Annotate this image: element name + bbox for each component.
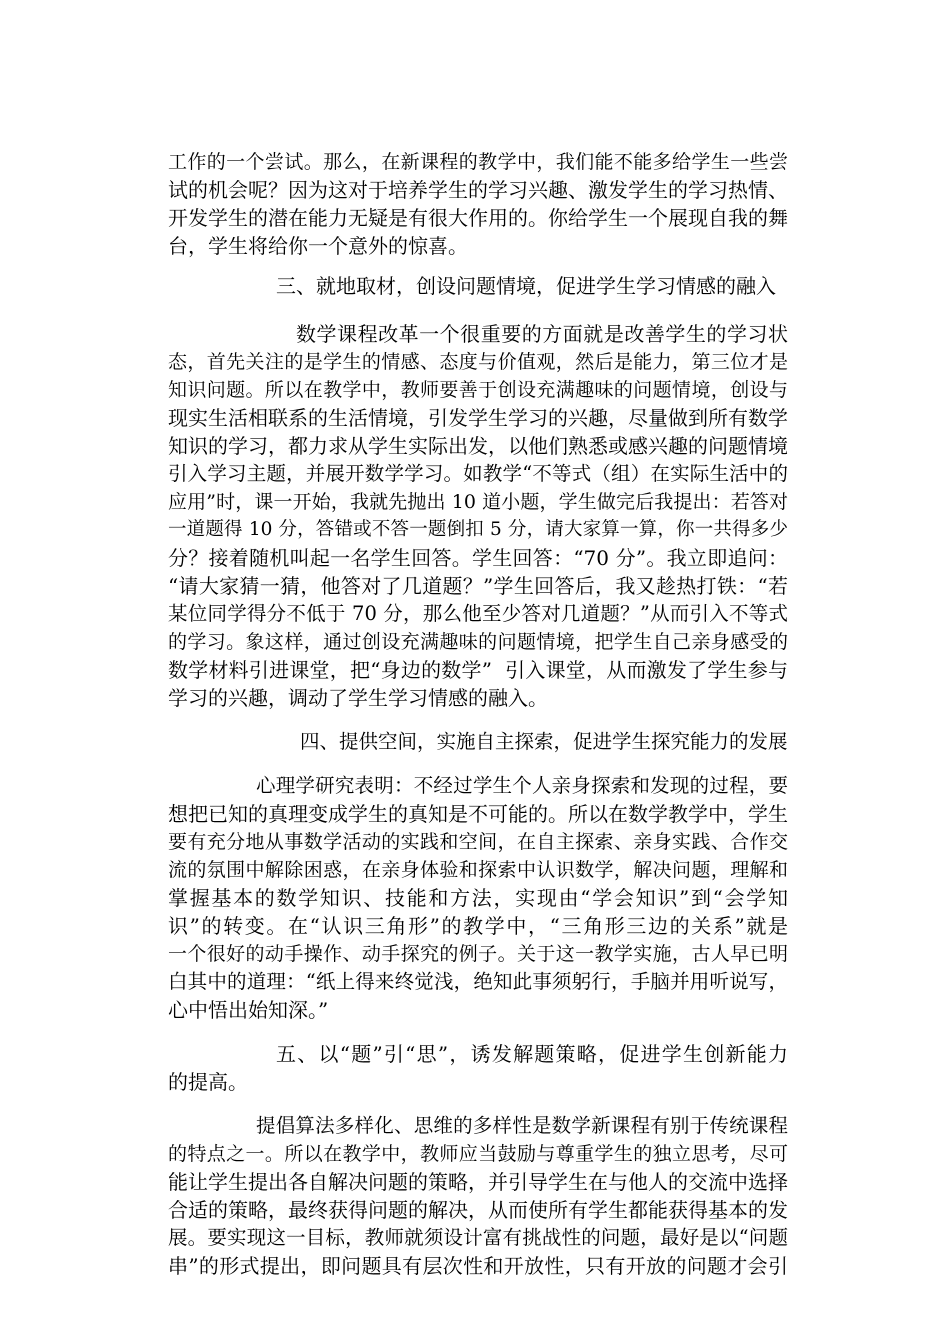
paragraph-line: 提倡算法多样化、思维的多样性是数学新课程有别于传统课程 bbox=[256, 1114, 788, 1137]
paragraph-line: 掌握基本的数学知识、技能和方法，实现由“学会知识”到“会学知 bbox=[168, 886, 788, 910]
paragraph-line: 某位同学得分不低于 70 分，那么他至少答对几道题？”从而引入不等式 bbox=[168, 602, 788, 625]
paragraph-line: 识”的转变。在“认识三角形”的教学中，“三角形三边的关系”就是 bbox=[168, 914, 788, 938]
paragraph-line: 数学材料引进课堂，把“身边的数学” 引入课堂，从而激发了学生参与 bbox=[168, 658, 788, 682]
paragraph-line: 知识问题。所以在教学中，教师要善于创设充满趣味的问题情境，创设与 bbox=[168, 379, 788, 401]
paragraph-line: 合适的策略，最终获得问题的解决，从而使所有学生都能获得基本的发 bbox=[168, 1198, 788, 1222]
paragraph-line: 应用”时，课一开始，我就先抛出 10 道小题，学生做完后我提出：若答对 bbox=[168, 491, 788, 513]
paragraph-line: 数学课程改革一个很重要的方面就是改善学生的学习状 bbox=[296, 322, 788, 346]
paragraph-line: 的学习。象这样，通过创设充满趣味的问题情境，把学生自己亲身感受的 bbox=[168, 631, 788, 653]
paragraph-line: 态，首先关注的是学生的情感、态度与价值观，然后是能力，第三位才是 bbox=[168, 351, 788, 373]
paragraph-line: 开发学生的潜在能力无疑是有很大作用的。你给学生一个展现自我的舞 bbox=[168, 206, 788, 230]
paragraph-line: 一个很好的动手操作、动手探究的例子。关于这一教学实施，古人早已明 bbox=[168, 943, 788, 965]
section-heading-4: 四、提供空间，实施自主探索，促进学生探究能力的发展 bbox=[300, 730, 788, 753]
paragraph-line: 的特点之一。所以在教学中，教师应当鼓励与尊重学生的独立思考，尽可 bbox=[168, 1143, 788, 1165]
paragraph-line: 知识的学习，都力求从学生实际出发，以他们熟悉或感兴趣的问题情境 bbox=[168, 434, 788, 458]
paragraph-line: “请大家猜一猜，他答对了几道题？”学生回答后，我又趁热打铁：“若 bbox=[168, 574, 788, 598]
section-heading-5-continued: 的提高。 bbox=[168, 1070, 248, 1094]
paragraph-line: 展。要实现这一目标，教师就须设计富有挑战性的问题，最好是以“问题 bbox=[168, 1226, 788, 1249]
paragraph-line: 现实生活相联系的生活情境，引发学生学习的兴趣，尽量做到所有数学 bbox=[168, 406, 788, 430]
paragraph-line: 引入学习主题，并展开数学学习。如教学“不等式（组）在实际生活中的 bbox=[168, 462, 788, 485]
paragraph-line: 想把已知的真理变成学生的真知是不可能的。所以在数学教学中，学生 bbox=[168, 802, 788, 826]
section-heading-3: 三、就地取材，创设问题情境，促进学生学习情感的融入 bbox=[276, 274, 776, 298]
paragraph-line: 学习的兴趣，调动了学生学习情感的融入。 bbox=[168, 686, 548, 710]
paragraph-line: 能让学生提出各自解决问题的策略，并引导学生在与他人的交流中选择 bbox=[168, 1170, 788, 1194]
paragraph-line: 心中悟出始知深。” bbox=[168, 998, 329, 1022]
paragraph-line: 白其中的道理：“纸上得来终觉浅，绝知此事须躬行，手脑并用听说写， bbox=[168, 970, 788, 993]
paragraph-line: 流的氛围中解除困惑，在亲身体验和探索中认识数学，解决问题，理解和 bbox=[168, 859, 788, 881]
paragraph-line: 要有充分地从事数学活动的实践和空间，在自主探索、亲身实践、合作交 bbox=[168, 831, 788, 853]
paragraph-line: 串”的形式提出，即问题具有层次性和开放性，只有开放的问题才会引 bbox=[168, 1254, 788, 1278]
paragraph-line: 一道题得 10 分，答错或不答一题倒扣 5 分，请大家算一算，你一共得多少 bbox=[168, 519, 788, 540]
paragraph-line: 试的机会呢？因为这对于培养学生的学习兴趣、激发学生的学习热情、 bbox=[168, 178, 788, 202]
paragraph-line: 分？接着随机叫起一名学生回答。学生回答：“70 分”。我立即追问： bbox=[168, 546, 788, 570]
paragraph-line: 工作的一个尝试。那么，在新课程的教学中，我们能不能多给学生一些尝 bbox=[168, 151, 788, 173]
paragraph-line: 心理学研究表明：不经过学生个人亲身探索和发现的过程，要 bbox=[256, 774, 788, 797]
paragraph-line: 台，学生将给你一个意外的惊喜。 bbox=[168, 234, 468, 258]
section-heading-5: 五、以“题”引“思”，诱发解题策略，促进学生创新能力 bbox=[276, 1042, 788, 1066]
